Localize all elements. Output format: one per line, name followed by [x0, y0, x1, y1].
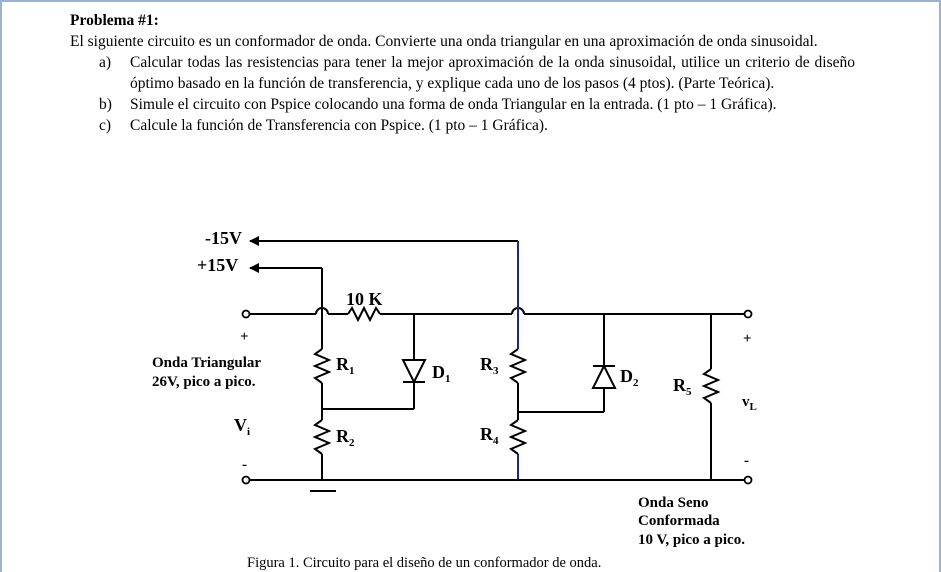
resistor-10k-icon [348, 308, 380, 320]
output-desc-line2: Conformada [638, 513, 720, 529]
input-minus-label: - [242, 457, 247, 473]
input-terminal-top [243, 311, 250, 318]
resistor-r3-icon [511, 349, 525, 383]
output-minus-label: - [744, 453, 749, 469]
supply-neg-rail [250, 241, 518, 306]
output-terminal-bottom [745, 477, 752, 484]
list-item-text: Simule el circuito con Pspice colocando una forma de onda Triangular en la entrada. (1 pto – 1 Gráfica). [130, 96, 777, 113]
d2-label: $D_2$ [620, 366, 639, 389]
r4-label: $R_4$ [480, 424, 499, 447]
resistor-10k-label: 10 K [346, 289, 383, 309]
figure-caption: Figura 1. Circuito para el diseño de un conformador de onda. [247, 555, 602, 571]
problem-title: Problema #1: [70, 12, 159, 29]
input-desc-line1: Onda Triangular [152, 355, 262, 371]
top-signal-wire [250, 308, 744, 314]
list-marker: c) [99, 117, 112, 134]
input-terminal-bottom [243, 477, 250, 484]
problem-intro: El siguiente circuito es un conformador de onda. Convierte una onda triangular en una aproximación de onda sinusoidal. [70, 33, 818, 50]
output-terminal-top [745, 311, 752, 318]
resistor-r2-icon [315, 420, 329, 454]
r3-label: $R_3$ [480, 354, 499, 377]
supply-pos-rail [250, 268, 322, 306]
output-plus-label: + [743, 331, 752, 347]
r2-label: $R_2$ [336, 426, 355, 449]
supply-pos-label: +15V [197, 255, 239, 275]
list-item-text: Calcule la función de Transferencia con Pspice. (1 pto – 1 Gráfica). [130, 117, 548, 134]
r5-label: $R_5$ [673, 375, 692, 398]
d1-label: $D_1$ [432, 362, 451, 385]
list-item-text: Calcular todas las resistencias para tener la mejor aproximación de la onda sinusoidal, utilice un criterio de diseño óptimo basado en la función de transferencia, y explique cada uno de los pasos (4 ptos). (Parte Teórica). [130, 54, 855, 92]
diode-d2-icon [593, 366, 615, 388]
list-marker: b) [99, 96, 112, 113]
resistor-r4-icon [511, 420, 525, 454]
input-voltage-label: $V_i$ [234, 415, 251, 438]
diode-d1-icon [403, 360, 425, 382]
input-plus-label: + [240, 329, 249, 345]
input-desc-line2: 26V, pico a pico. [152, 374, 256, 390]
output-desc-line3: 10 V, pico a pico. [638, 532, 745, 548]
resistor-r1-icon [315, 349, 329, 383]
output-voltage-label: $v_L$ [742, 394, 757, 413]
r1-label: $R_1$ [336, 354, 355, 377]
resistor-r5-icon [704, 369, 718, 403]
output-desc-line1: Onda Seno [638, 495, 709, 511]
list-marker: a) [99, 54, 112, 71]
supply-neg-label: -15V [205, 228, 242, 248]
